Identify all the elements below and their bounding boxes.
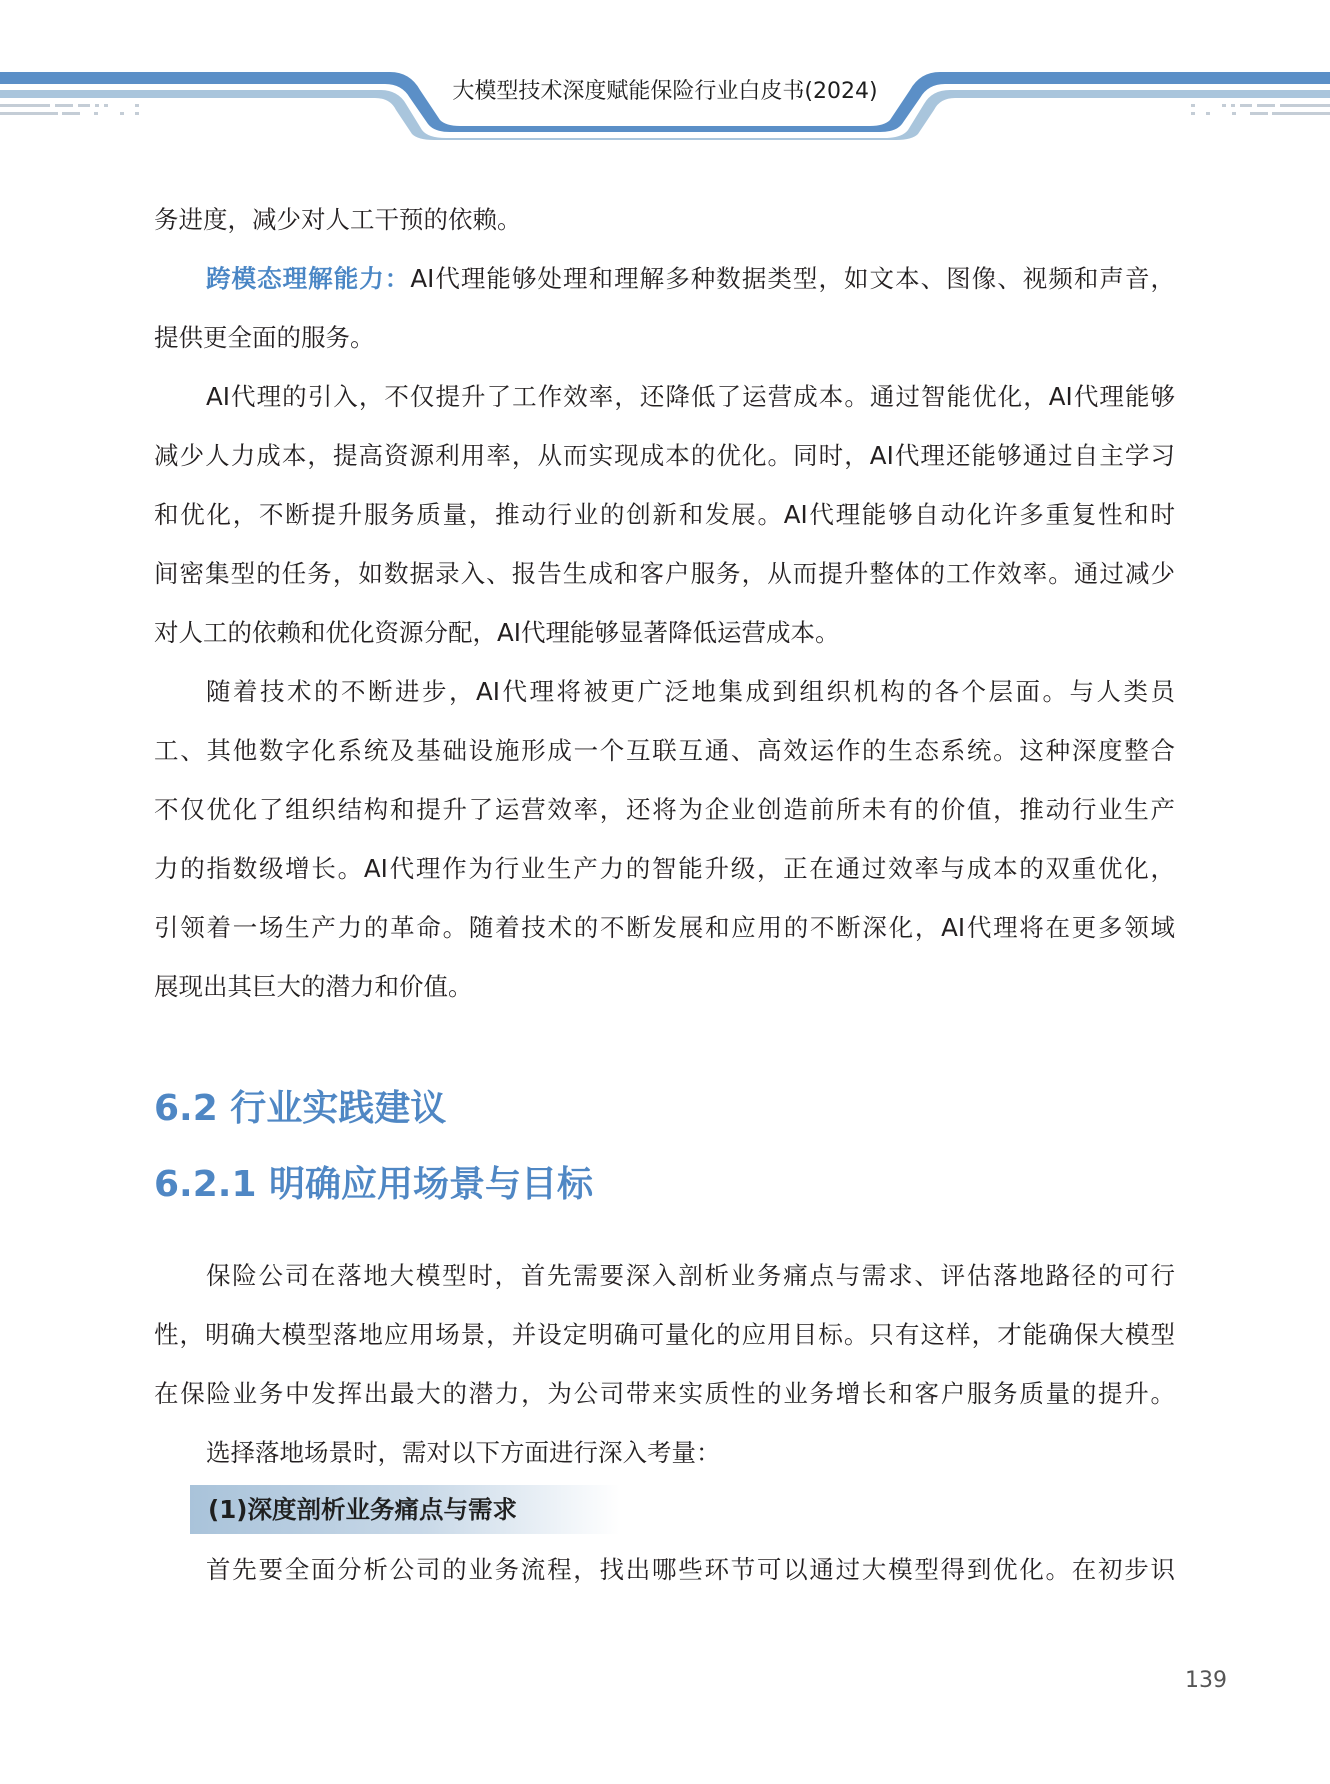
text-line	[154, 1246, 1175, 1305]
line-text: 引领着一场生产力的革命。随着技术的不断发展和应用的不断深化，AI代理将在更多领域	[154, 913, 1175, 942]
body-text-block-1	[154, 190, 1175, 1016]
section-heading-6-2-1: 6.2.1 明确应用场景与目标	[154, 1164, 594, 1205]
text-line	[154, 839, 1175, 898]
line-text: 随着技术的不断进步，AI代理将被更广泛地集成到组织机构的各个层面。与人类员	[206, 677, 1175, 706]
text-line	[154, 249, 1175, 308]
line-text: 减少人力成本，提高资源利用率，从而实现成本的优化。同时，AI代理还能够通过自主学习	[154, 441, 1175, 470]
subheading: (1)深度剖析业务痛点与需求	[208, 1495, 517, 1524]
line-text: 选择落地场景时，需对以下方面进行深入考量：	[206, 1438, 721, 1467]
line-text: 务进度，减少对人工干预的依赖。	[154, 205, 522, 234]
body-text-block-2	[154, 1246, 1175, 1482]
line-text: 力的指数级增长。AI代理作为行业生产力的智能升级，正在通过效率与成本的双重优化，	[154, 854, 1175, 883]
text-line	[154, 308, 1175, 367]
text-line	[154, 957, 1175, 1016]
text-line	[154, 662, 1175, 721]
line-text: 和优化，不断提升服务质量，推动行业的创新和发展。AI代理能够自动化许多重复性和时	[154, 500, 1175, 529]
text-line	[154, 544, 1175, 603]
section-heading-6-2: 6.2 行业实践建议	[154, 1088, 447, 1129]
line-text: 保险公司在落地大模型时，首先需要深入剖析业务痛点与需求、评估落地路径的可行	[206, 1261, 1175, 1290]
line-text: 首先要全面分析公司的业务流程，找出哪些环节可以通过大模型得到优化。在初步识	[206, 1555, 1175, 1584]
line-text: 提供更全面的服务。	[154, 323, 375, 352]
text-line	[154, 485, 1175, 544]
line-text: 展现出其巨大的潜力和价值。	[154, 972, 473, 1001]
inline-term-label: 跨模态理解能力：	[206, 264, 411, 293]
text-line	[154, 721, 1175, 780]
text-line	[154, 1540, 1175, 1599]
text-line	[154, 367, 1175, 426]
line-text: 间密集型的任务，如数据录入、报告生成和客户服务，从而提升整体的工作效率。通过减少	[154, 559, 1175, 588]
line-text: 在保险业务中发挥出最大的潜力，为公司带来实质性的业务增长和客户服务质量的提升。	[154, 1379, 1175, 1408]
line-text: AI代理能够处理和理解多种数据类型，如文本、图像、视频和声音，	[410, 264, 1175, 293]
text-line	[154, 603, 1175, 662]
text-line	[154, 1305, 1175, 1364]
line-text: AI代理的引入，不仅提升了工作效率，还降低了运营成本。通过智能优化，AI代理能够	[206, 382, 1175, 411]
running-header-title: 大模型技术深度赋能保险行业白皮书(2024)	[452, 79, 878, 104]
body-text-block-3	[154, 1540, 1175, 1599]
line-text: 工、其他数字化系统及基础设施形成一个互联互通、高效运作的生态系统。这种深度整合	[154, 736, 1175, 765]
line-text: 不仅优化了组织结构和提升了运营效率，还将为企业创造前所未有的价值，推动行业生产	[154, 795, 1175, 824]
line-text: 性，明确大模型落地应用场景，并设定明确可量化的应用目标。只有这样，才能确保大模型	[154, 1320, 1175, 1349]
text-line	[154, 1423, 1175, 1482]
text-line	[154, 1364, 1175, 1423]
text-line	[154, 190, 1175, 249]
line-text: 对人工的依赖和优化资源分配，AI代理能够显著降低运营成本。	[154, 618, 840, 647]
text-line	[154, 898, 1175, 957]
text-line	[154, 426, 1175, 485]
text-line	[154, 780, 1175, 839]
page-number: 139	[1185, 1668, 1227, 1693]
